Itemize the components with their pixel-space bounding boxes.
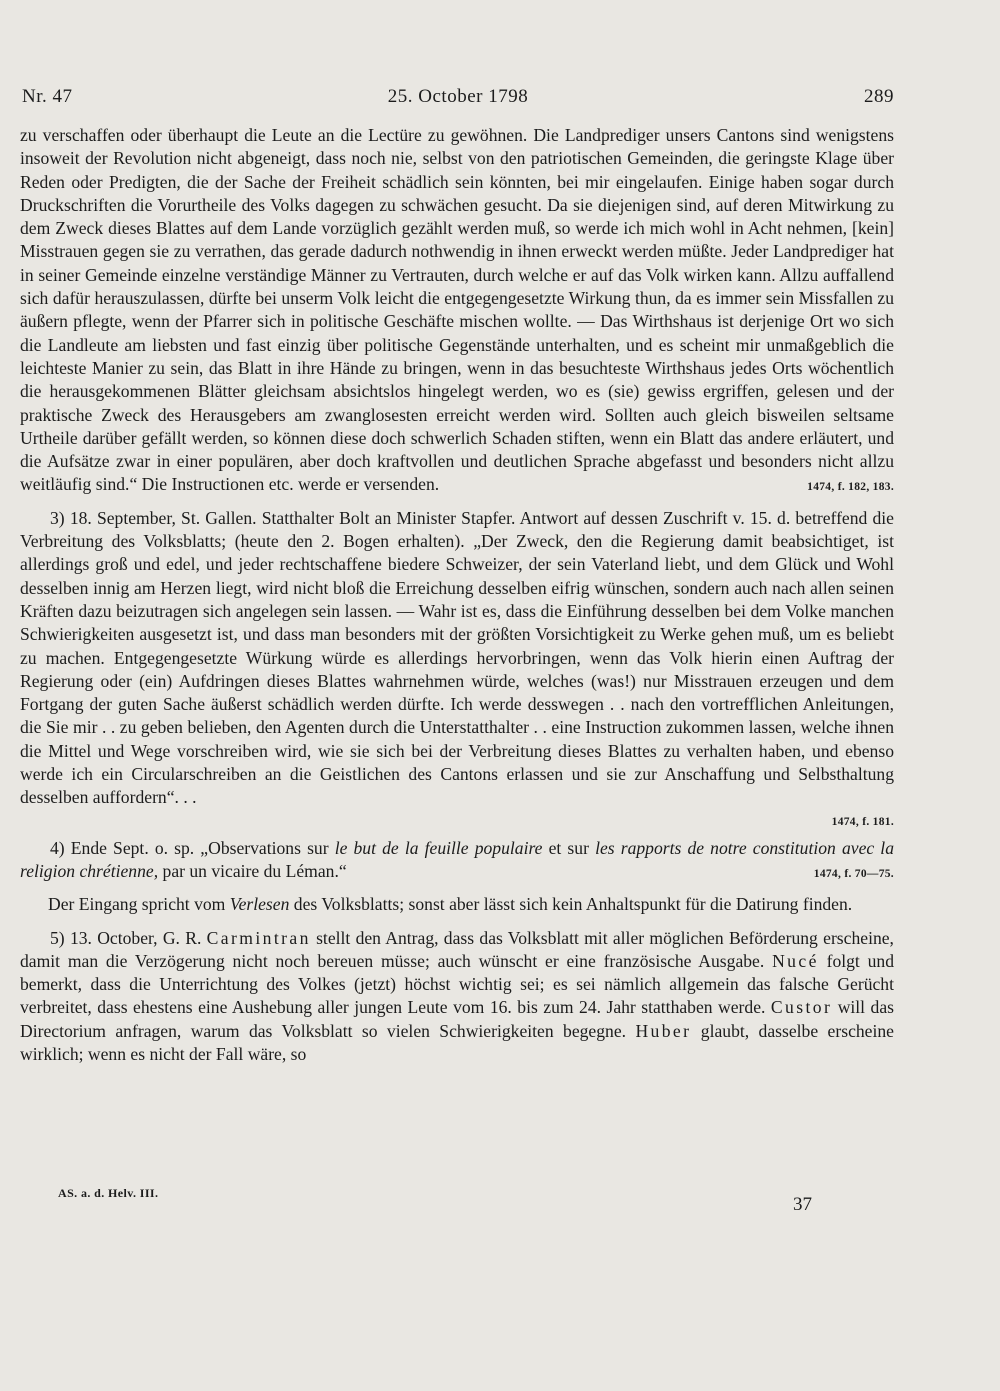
entry-text: glaubt, dasselbe erscheine wirklich; wenn es nicht der Fall wäre, so — [20, 1020, 894, 1064]
person-name: Custor — [770, 997, 833, 1018]
entry-5 — [20, 927, 894, 1067]
document-date: 25. October 1798 — [387, 86, 529, 107]
entry-text: par un vicaire du Léman.“ — [162, 860, 347, 881]
entry-text: Ende Sept. o. sp. „Observations sur — [70, 837, 329, 858]
note-text: des Volksblatts; sonst aber lässt sich kein Anhaltspunkt für die Datirung finden. — [293, 894, 853, 915]
person-name: Huber — [635, 1020, 692, 1041]
paragraph-continuation — [20, 124, 894, 497]
archive-reference: 1474, f. 181. — [831, 815, 894, 828]
note-4 — [20, 893, 894, 916]
archive-reference: 1474, f. 182, 183. — [807, 481, 894, 494]
page-header — [22, 86, 894, 116]
page-body — [20, 124, 894, 1066]
paragraph-text: zu verschaffen oder überhaupt die Leute an die Lectüre zu gewöhnen. Die Landprediger unsers Cantons sind wenigstens insoweit der Revolution nicht abgeneigt, dass noch nie, selbst von den patriotischen Gemeinden, die geringste Klage über Reden oder Predigten, die der Sache der Freiheit schädlich sein könnten, bei mir eingelaufen. Einige haben sogar durch Druckschriften die Vorurtheile des Volks dagegen zu schwächen gesucht. Da sie diejenigen sind, auf deren Mitwirkung zu dem Zweck dieses Blattes auf dem Lande vorzüglich gezählt werden muß, so werde ich mich wohl in Acht nehmen, [kein] Misstrauen gegen sie zu verrathen, das gerade dadurch nothwendig in ihnen erweckt werden müßte. Jeder Landprediger hat in seiner Gemeinde einzelne verständige Männer zu Vertrauten, durch welche er auf das Volk wirken kann. Allzu auffallend sich dafür herauszulassen, dürfte bei unserm Volk leicht die entgegengesetzte Wirkung thun, da es immer sein Missfallen zu äußern pflegte, wenn der Pfarrer sich in politische Geschäfte mischen wollte. — Das Wirthshaus ist derjenige Ort wo sich die Landleute am liebsten und fast einzig über politische Gegenstände unterhalten, und es scheint mir unmaßgeblich die leichteste Manier zu sein, das Blatt in ihre Hände zu bringen, wenn in das besuchteste Wirthshaus jedes Orts wöchentlich die herausgekommenen Blätter gleichsam absichtslos hingelegt werden, wo es (sie) gewiss ergriffen, gelesen und der praktische Zweck des Herausgebers am zwanglosesten erreicht werden wird. Sollten auch gleich bisweilen seltsame Urtheile darüber gefällt werden, so können diese doch schwerlich Schaden stiften, wenn ein Blatt das andere erläutert, und die Aufsätze zwar in einer populären, aber doch kraftvollen und deutlichen Sprache abgefasst und besonders nicht allzu weitläufig sind.“ Die Instructionen etc. werde er versenden. — [20, 125, 894, 495]
entry-text: 13. October, G. R. — [69, 927, 202, 948]
title-italic: le but de la feuille populaire — [334, 837, 543, 858]
entry-text: stellt den Antrag, dass das Volksblatt mit aller möglichen Beförderung erscheine, damit man die Verzögerung nicht noch bereuen müsse; auch wünscht er eine französische Ausgabe. — [20, 927, 894, 971]
sheet-number: 37 — [793, 1194, 812, 1215]
page-footer — [58, 1186, 812, 1226]
signature-mark: AS. a. d. Helv. III. — [58, 1186, 159, 1200]
entry-4 — [20, 837, 894, 884]
entry-text: folgt und bemerkt, dass die Unterrichtung des Volkes (jetzt) höchst wichtig sei; es sei nämlich allgemein das falsche Gerücht verbreitet, dass ehestens eine Aushebung aller jungen Leute vom 16. bis zum 24. Jahr statthaben werde. — [20, 950, 894, 1018]
entry-3 — [20, 507, 894, 810]
archive-reference: 1474, f. 70—75. — [813, 867, 894, 880]
person-name: Nucé — [772, 950, 819, 971]
document-number: Nr. 47 — [22, 86, 73, 107]
entry-text: 18. September, St. Gallen. Statthalter Bolt an Minister Stapfer. Antwort auf dessen Zuschrift v. 15. d. betreffend die Verbreitung des Volksblatts; (heute den 2. Bogen erhalten). „Der Zweck, den die Regierung damit beabsichtiget, ist allerdings groß und edel, und jeder rechtschaffene biedere Schweizer, der sein Vaterland liebt, und dem Glück und Wohl desselben innig am Herzen liegt, wird nicht bloß die Erreichung desselben eifrig wünschen, sondern auch nach allen seinen Kräften dazu beizutragen sich angelegen sein lassen. — Wahr ist es, dass die Einführung desselben bei dem Volke manchen Schwierigkeiten ausgesetzt ist, und dass man besonders mit der größten Vorsichtigkeit zu Werke gehen muß, um es beliebt zu machen. Entgegengesetzte Würkung würde es allerdings hervorbringen, wenn das Volk hierin einen Auftrag der Regierung oder (ein) Aufdringen dieses Blattes wahrnehmen würde, welches (was!) nur Misstrauen erzeugen und dem Fortgang der guten Sache äußerst schädlich werden dürfte. Ich werde desswegen . . nach den vortrefflichen Anleitungen, die Sie mir . . zu geben belieben, den Agenten durch die Unterstatthalter . . eine Instruction zukommen lassen, welche ihnen die Mittel und Wege vorschreiben wird, wie sie sich bei der Verbreitung dieses Blattes zu verhalten haben, und ebenso werde ich ein Circularschreiben an die Geistlichen des Cantons erlassen und sie zur Anschaffung und Selbsthaltung desselben auffordern“. . . — [20, 507, 894, 808]
person-name: Carmintran — [206, 927, 311, 948]
entry-text: et sur — [548, 837, 589, 858]
entry-number: 4) — [50, 837, 65, 858]
emphasis-italic: Verlesen — [229, 894, 290, 915]
note-text: Der Eingang spricht vom — [48, 894, 226, 915]
entry-text: will das Directorium anfragen, warum das Volksblatt so vielen Schwierigkeiten begegne. — [20, 997, 894, 1041]
page-number: 289 — [864, 86, 894, 107]
title-italic: les rapports de notre constitution avec la religion chrétienne, — [20, 837, 894, 881]
entry-3-reference-line — [20, 810, 894, 831]
entry-number: 5) — [50, 927, 65, 948]
entry-number: 3) — [50, 507, 65, 528]
